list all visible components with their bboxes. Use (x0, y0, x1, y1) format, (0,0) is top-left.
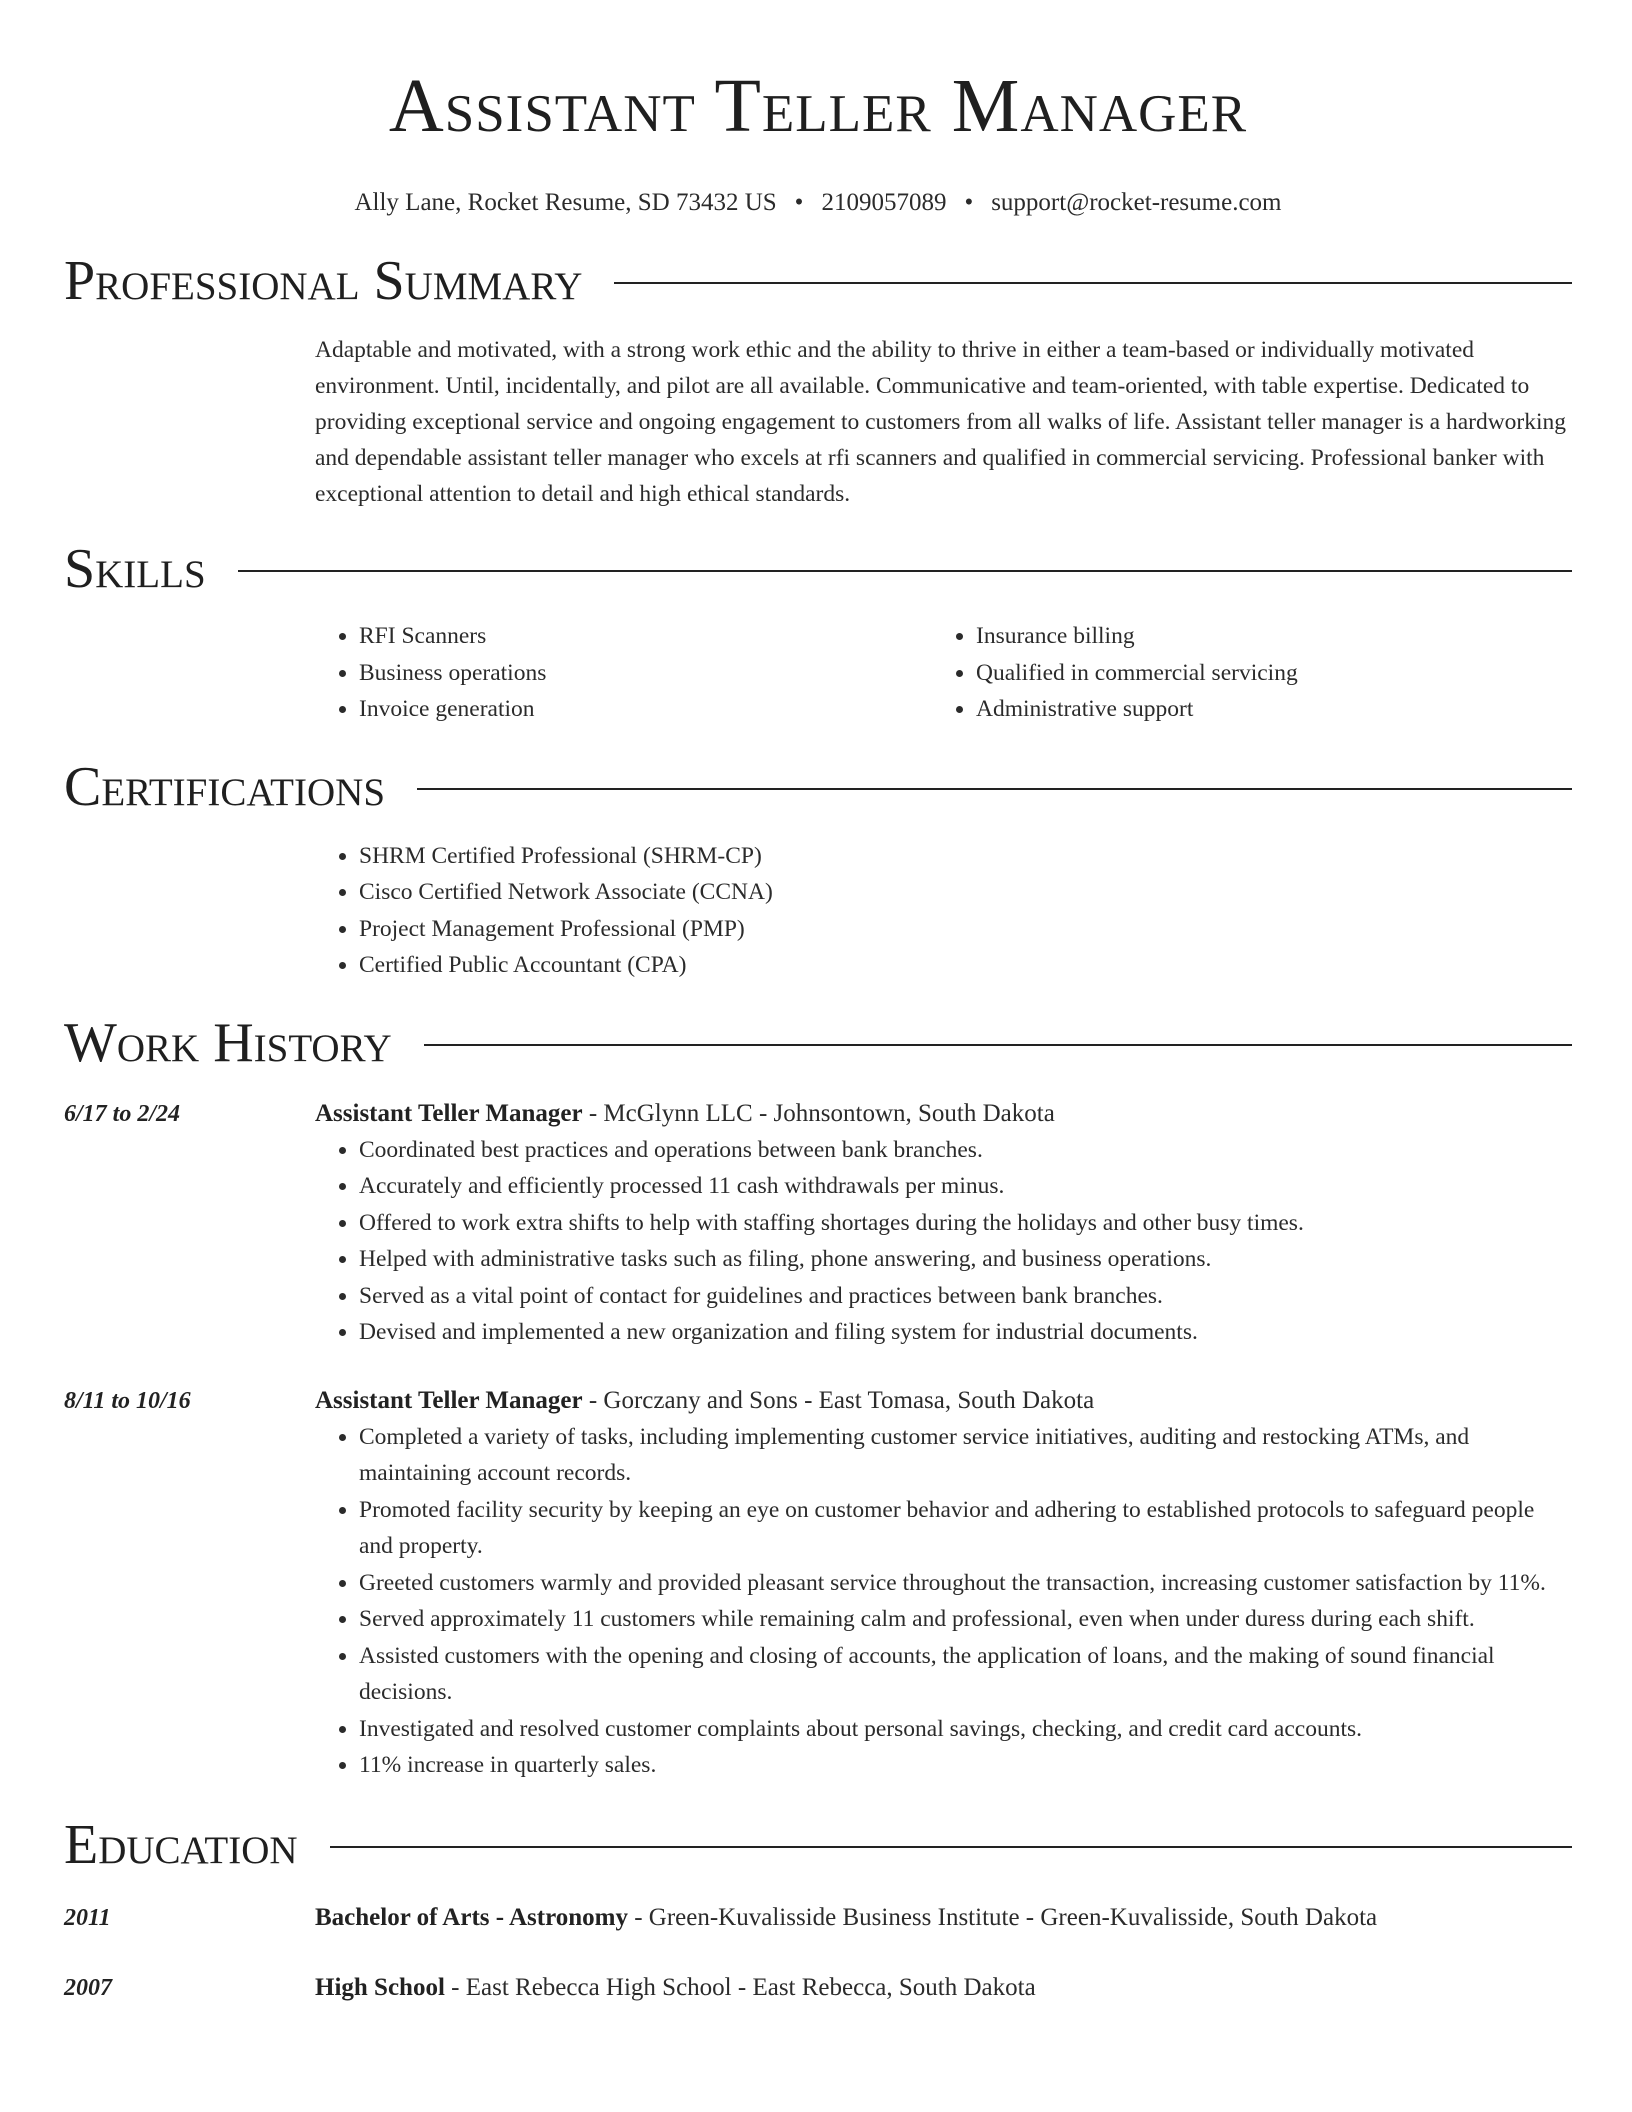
education-details (315, 1900, 1572, 1936)
certification-item: • SHRM Certified Professional (SHRM-CP) (359, 838, 1572, 875)
job-bullet-list (315, 1419, 1572, 1784)
certifications-list (315, 838, 1572, 984)
job-bullet: • Served approximately 11 customers while remaining calm and professional, even when under duress during each shift. (359, 1601, 1572, 1638)
job-company-location: - McGlynn LLC - Johnsontown, South Dakota (582, 1099, 1055, 1127)
certification-item: • Cisco Certified Network Associate (CCNA) (359, 874, 1572, 911)
education-school-location: - East Rebecca High School - East Rebecca, South Dakota (444, 1973, 1036, 2001)
job-bullet: • 11% increase in quarterly sales. (359, 1747, 1572, 1784)
job-title-line (315, 1383, 1572, 1419)
skills-section-title: Skills (64, 538, 206, 600)
contact-address: Ally Lane, Rocket Resume, SD 73432 US (354, 189, 777, 216)
skills-column-right (932, 618, 1549, 728)
skill-item: • Invoice generation (359, 691, 932, 728)
section-divider (330, 1846, 1572, 1848)
skills-column-left (315, 618, 932, 728)
education-section-title: Education (64, 1813, 298, 1876)
job-company-location: - Gorczany and Sons - East Tomasa, South Dakota (582, 1386, 1095, 1414)
skill-item: • RFI Scanners (359, 618, 932, 655)
section-divider (417, 788, 1572, 790)
contact-line (64, 188, 1572, 218)
certification-item: • Certified Public Accountant (CPA) (359, 947, 1572, 984)
education-entry (64, 1970, 1572, 2006)
contact-separator: • (794, 189, 804, 216)
job-bullet: • Served as a vital point of contact for guidelines and practices between bank branches. (359, 1278, 1572, 1315)
job-bullet: • Assisted customers with the opening and closing of accounts, the application of loans, and the making of sound financial decisions. (359, 1638, 1572, 1711)
summary-section-header (64, 246, 1572, 316)
contact-email: support@rocket-resume.com (991, 189, 1282, 216)
job-title-line (315, 1096, 1572, 1132)
skills-list-right (932, 618, 1549, 728)
job-dates: 6/17 to 2/24 (64, 1100, 181, 1127)
skills-list-left (315, 618, 932, 728)
section-divider (614, 282, 1572, 284)
education-degree: High School (315, 1973, 445, 2001)
skill-item: • Business operations (359, 655, 932, 692)
education-year: 2011 (64, 1904, 111, 1931)
summary-section-title: Professional Summary (64, 250, 583, 312)
certifications-section-title: Certifications (64, 755, 386, 818)
job-dates: 8/11 to 10/16 (64, 1387, 191, 1414)
job-details (315, 1096, 1572, 1351)
job-entry (64, 1096, 1572, 1351)
education-degree: Bachelor of Arts - Astronomy (315, 1903, 628, 1931)
skills-grid (315, 618, 1572, 728)
job-bullet: • Accurately and efficiently processed 11 cash withdrawals per minus. (359, 1168, 1572, 1205)
job-bullet: • Completed a variety of tasks, including implementing customer service initiatives, auditing and restocking ATMs, and maintaining account records. (359, 1419, 1572, 1492)
contact-phone: 2109057089 (821, 189, 947, 216)
job-bullet: • Coordinated best practices and operations between bank branches. (359, 1132, 1572, 1169)
section-divider (424, 1044, 1572, 1046)
education-year: 2007 (64, 1974, 112, 2001)
summary-text: Adaptable and motivated, with a strong work ethic and the ability to thrive in either a team-based or individually motivated environment. Until, incidentally, and pilot are all available. Communicative and team-oriented, with table expertise. Dedicated to providing exceptional service and ongoing engagement to customers from all walks of life. Assistant teller manager is a hardworking and dependable assistant teller manager who excels at rfi scanners and qualified in commercial servicing. Professional banker with exceptional attention to detail and high ethical standards. (315, 337, 1567, 507)
job-details (315, 1383, 1572, 1784)
job-entry (64, 1383, 1572, 1784)
job-bullet: • Helped with administrative tasks such as filing, phone answering, and business operations. (359, 1241, 1572, 1278)
job-bullet: • Offered to work extra shifts to help with staffing shortages during the holidays and other busy times. (359, 1205, 1572, 1242)
education-section-header (64, 1810, 1572, 1880)
job-bullet: • Investigated and resolved customer complaints about personal savings, checking, and credit card accounts. (359, 1711, 1572, 1748)
certifications-section-header (64, 752, 1572, 822)
job-bullet: • Promoted facility security by keeping an eye on customer behavior and adhering to established protocols to safeguard people and property. (359, 1492, 1572, 1565)
skill-item: • Qualified in commercial servicing (976, 655, 1549, 692)
job-role: Assistant Teller Manager (315, 1099, 583, 1127)
section-divider (238, 570, 1572, 572)
certifications-list-container (315, 838, 1572, 984)
job-bullet-list (315, 1132, 1572, 1351)
resume-name-heading: Assistant Teller Manager (388, 64, 1248, 148)
certification-item: • Project Management Professional (PMP) (359, 911, 1572, 948)
contact-separator: • (964, 189, 974, 216)
education-school-location: - Green-Kuvalisside Business Institute - Green-Kuvalisside, South Dakota (627, 1903, 1378, 1931)
skills-section-header (64, 534, 1572, 604)
work-section-header (64, 1008, 1572, 1078)
education-details (315, 1970, 1572, 2006)
job-bullet: • Greeted customers warmly and provided pleasant service throughout the transaction, increasing customer satisfaction by 11%. (359, 1565, 1572, 1602)
work-section-title: Work History (64, 1011, 392, 1074)
resume-page (64, 0, 1572, 2006)
skill-item: • Insurance billing (976, 618, 1549, 655)
skill-item: • Administrative support (976, 691, 1549, 728)
job-bullet: • Devised and implemented a new organization and filing system for industrial documents. (359, 1314, 1572, 1351)
job-role: Assistant Teller Manager (315, 1386, 583, 1414)
education-entry (64, 1900, 1572, 1936)
